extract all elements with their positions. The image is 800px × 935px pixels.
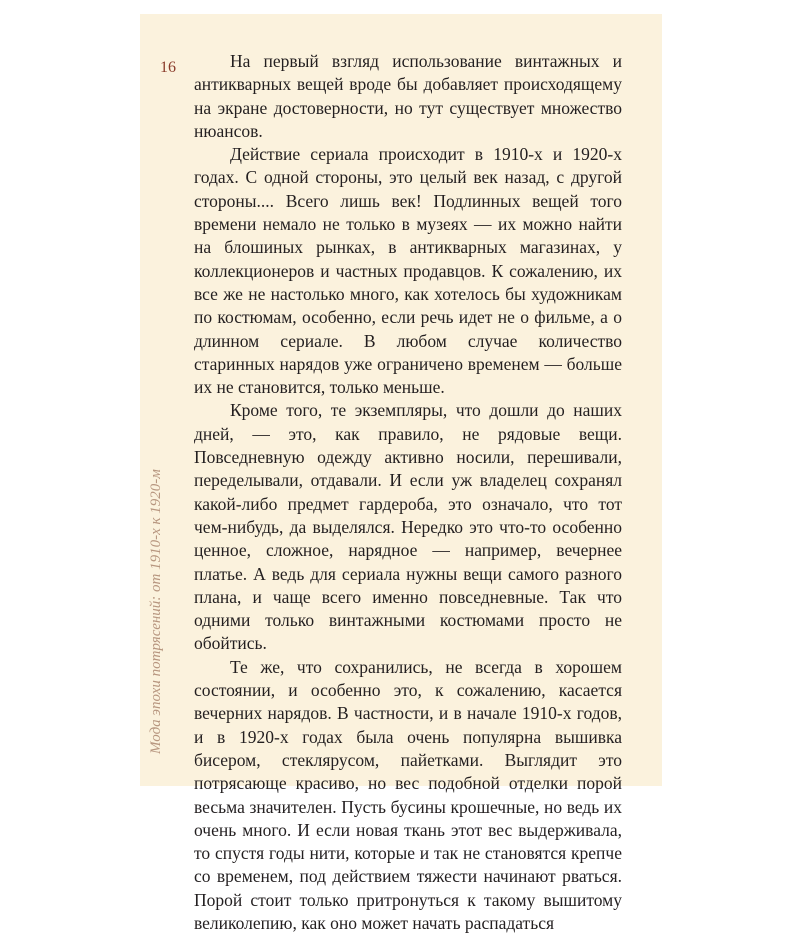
page-number: 16 — [160, 59, 176, 76]
paragraph-1: На первый взгляд использование винтажных и антикварных вещей вроде бы добавляет происходящему на экране достоверности, но тут существует множество нюансов. — [194, 51, 622, 141]
paragraph-4: Те же, что сохранились, не всегда в хорошем состоянии, и особенно это, к сожалению, касается вечерних нарядов. В частности, и в начале 1910-х годов, и в 1920-х годах была очень популярна вышивка бисером, стеклярусом, пайетками. Выглядит это потрясающе красиво, но вес подобной отделки порой весьма значителен. Пусть бусины крошечные, но ведь их очень много. И если новая ткань этот вес выдерживала, то спустя годы нити, которые и так не становятся крепче со временем, под действием тяжести начинают рваться. Порой стоит только притронуться к такому вышитому великолепию, как оно может начать распадаться — [194, 656, 622, 933]
running-title: Мода эпохи потрясений: от 1910-х к 1920-м — [148, 469, 164, 754]
paragraph-2: Действие сериала происходит в 1910-х и 1920-х годах. С одной стороны, это целый век назад, с другой стороны.... Всего лишь век! Подлинных вещей того времени немало не только в музеях — их можно найти на блошиных рынках, в антикварных магазинах, у коллекционеров и частных продавцов. К сожалению, их все же не настолько много, как хотелось бы художникам по костюмам, особенно, если речь идет не о фильме, а о длинном сериале. В любом случае количество старинных нарядов уже ограничено временем — больше их не становится, только меньше. — [194, 144, 622, 398]
text-column — [194, 50, 622, 935]
paragraph-3: Кроме того, те экземпляры, что дошли до наших дней, — это, как правило, не рядовые вещи. Повседневную одежду активно носили, перешивали, переделывали, отдавали. И если уж владелец сохранял какой-либо предмет гардероба, это означало, что тот чем-нибудь, да выделялся. Нередко это что-то особенно ценное, сложное, нарядное — например, вечернее платье. А ведь для сериала нужны вещи самого разного плана, и чаще всего именно повседневные. Так что одними только винтажными костюмами просто не обойтись. — [194, 400, 622, 654]
book-page — [140, 14, 662, 933]
